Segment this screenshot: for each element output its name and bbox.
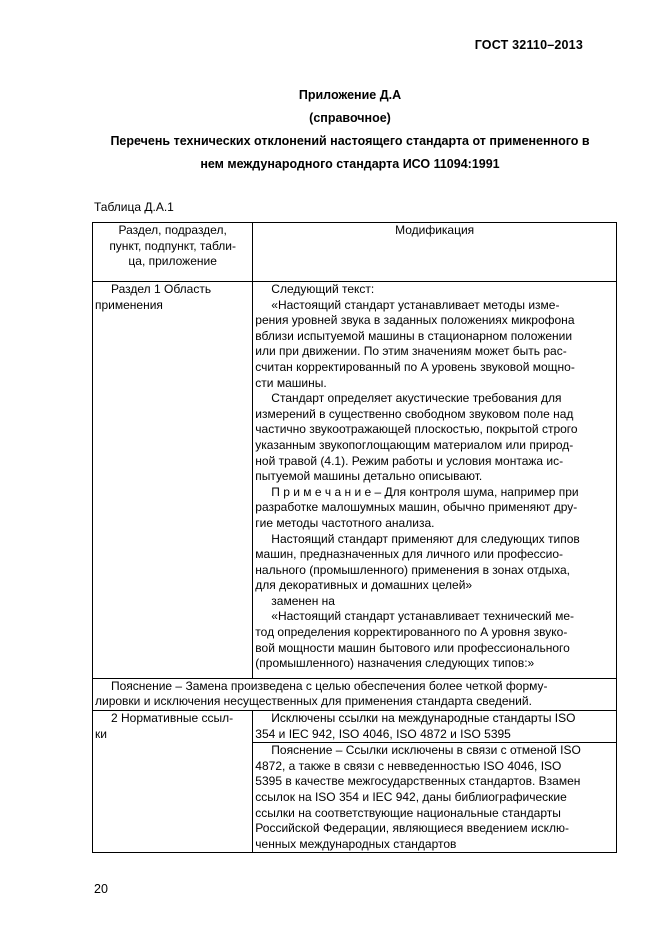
mod-line: сти машины. xyxy=(255,375,327,390)
mod-line: Настоящий стандарт применяют для следующих типов xyxy=(271,531,580,546)
explanation1-line: лировки и исключения несущественных для применения стандарта сведений. xyxy=(95,694,532,709)
row2-modification-cell xyxy=(253,711,617,743)
row1-section-cell xyxy=(93,282,253,679)
appendix-title: Приложение Д.А xyxy=(298,88,402,102)
explanation1-line: Пояснение – Замена произведена с целью обеспечения более четкой форму- xyxy=(111,678,548,693)
standard-code: ГОСТ 32110–2013 xyxy=(474,38,583,52)
row2-note-cell xyxy=(253,743,617,853)
appendix-heading-line1: Перечень технических отклонений настоящего стандарта от примененного в xyxy=(110,134,590,148)
table-header-row xyxy=(93,223,617,282)
row2-section-line: ки xyxy=(95,726,107,741)
header-section-line: ца, приложение xyxy=(128,254,217,269)
header-section-cell xyxy=(93,223,253,282)
mod-line: вой мощности машин бытового или профессионального xyxy=(255,640,570,655)
explanation1-cell xyxy=(93,678,617,710)
mod-line: «Настоящий стандарт устанавливает методы изме- xyxy=(271,297,560,312)
row2-section-cell xyxy=(93,711,253,853)
row1-section-line: Раздел 1 Область xyxy=(111,282,212,296)
appendix-heading-line2: нем международного стандарта ИСО 11094:1991 xyxy=(200,157,500,171)
header-section-line: Раздел, подраздел, xyxy=(118,223,227,237)
row2-note-line: ченных международных стандартов xyxy=(255,836,457,851)
row1-modification-cell xyxy=(253,282,617,679)
table-row xyxy=(93,711,617,743)
mod-line: (промышленного) назначения следующих типов:» xyxy=(255,656,535,671)
row2-note-line: Российской Федерации, являющиеся введением исклю- xyxy=(255,821,570,836)
mod-line: частично звукоотражающей плоскостью, покрытой строго xyxy=(255,422,578,437)
appendix-subtitle: (справочное) xyxy=(309,111,391,125)
mod-line: нального (промышленного) применения в зонах отдыха, xyxy=(255,562,570,577)
row2-note-line: Пояснение – Ссылки исключены в связи с отменой ISO xyxy=(271,743,581,758)
note-line: разработке малошумных машин, обычно применяют дру- xyxy=(255,500,578,515)
mod-line: рения уровней звука в заданных положениях микрофона xyxy=(255,313,575,328)
mod-line: для декоративных и домашних целей» xyxy=(255,578,473,593)
mod-line: машин, предназначенных для личного или профессио- xyxy=(255,547,563,562)
row2-section-line: 2 Нормативные ссыл- xyxy=(111,711,234,726)
mod-line: ной травой (4.1). Режим работы и условия монтажа ис- xyxy=(255,453,564,468)
deviations-table xyxy=(92,222,617,853)
row1-section-line: применения xyxy=(95,297,163,312)
mod-line: вблизи испытуемой машины в стационарном положении xyxy=(255,328,573,343)
mod-line: измерений в существенно свободном звуковом поле над xyxy=(255,406,574,421)
mod-line: Стандарт определяет акустические требования для xyxy=(271,391,562,406)
row2-mod-line: Исключены ссылки на международные стандарты ISO xyxy=(271,711,576,726)
mod-line: «Настоящий стандарт устанавливает технический ме- xyxy=(271,609,574,624)
header-section-line: пункт, подпункт, табли- xyxy=(109,238,236,253)
mod-line: тод определения корректированного по А уровня звуко- xyxy=(255,625,568,640)
note-line: П р и м е ч а н и е – Для контроля шума, например при xyxy=(271,484,579,499)
mod-line: пытуемой машины детально описывают. xyxy=(255,469,483,484)
mod-line: заменен на xyxy=(271,593,335,608)
row2-note-line: 4872, а также в связи с невведенностью ISO 4046, ISO xyxy=(255,758,562,773)
row2-mod-line: 354 и IEC 942, ISO 4046, ISO 4872 и ISO 5395 xyxy=(255,726,511,741)
explanation-row xyxy=(93,678,617,710)
header-modification-cell xyxy=(253,223,617,282)
note-line: гие методы частотного анализа. xyxy=(255,515,435,530)
mod-line: считан корректированный по А уровень звуковой мощно- xyxy=(255,359,575,374)
mod-line: указанным звукопоглощающим материалом или природ- xyxy=(255,437,574,452)
row2-note-line: 5395 в качестве межгосударственных стандартов. Взамен xyxy=(255,774,581,789)
row2-note-line: ссылки на соответствующие национальные стандарты xyxy=(255,805,561,820)
table-row xyxy=(93,282,617,679)
row2-note-line: ссылок на ISO 354 и IEC 942, даны библиографические xyxy=(255,790,567,804)
header-modification-label: Модификация xyxy=(395,223,475,237)
page-number: 20 xyxy=(94,882,108,896)
mod-line: или при движении. По этим значениям может быть рас- xyxy=(255,344,567,359)
spacer xyxy=(255,672,614,678)
mod-line: Следующий текст: xyxy=(271,282,375,296)
table-caption: Таблица Д.А.1 xyxy=(94,200,174,214)
